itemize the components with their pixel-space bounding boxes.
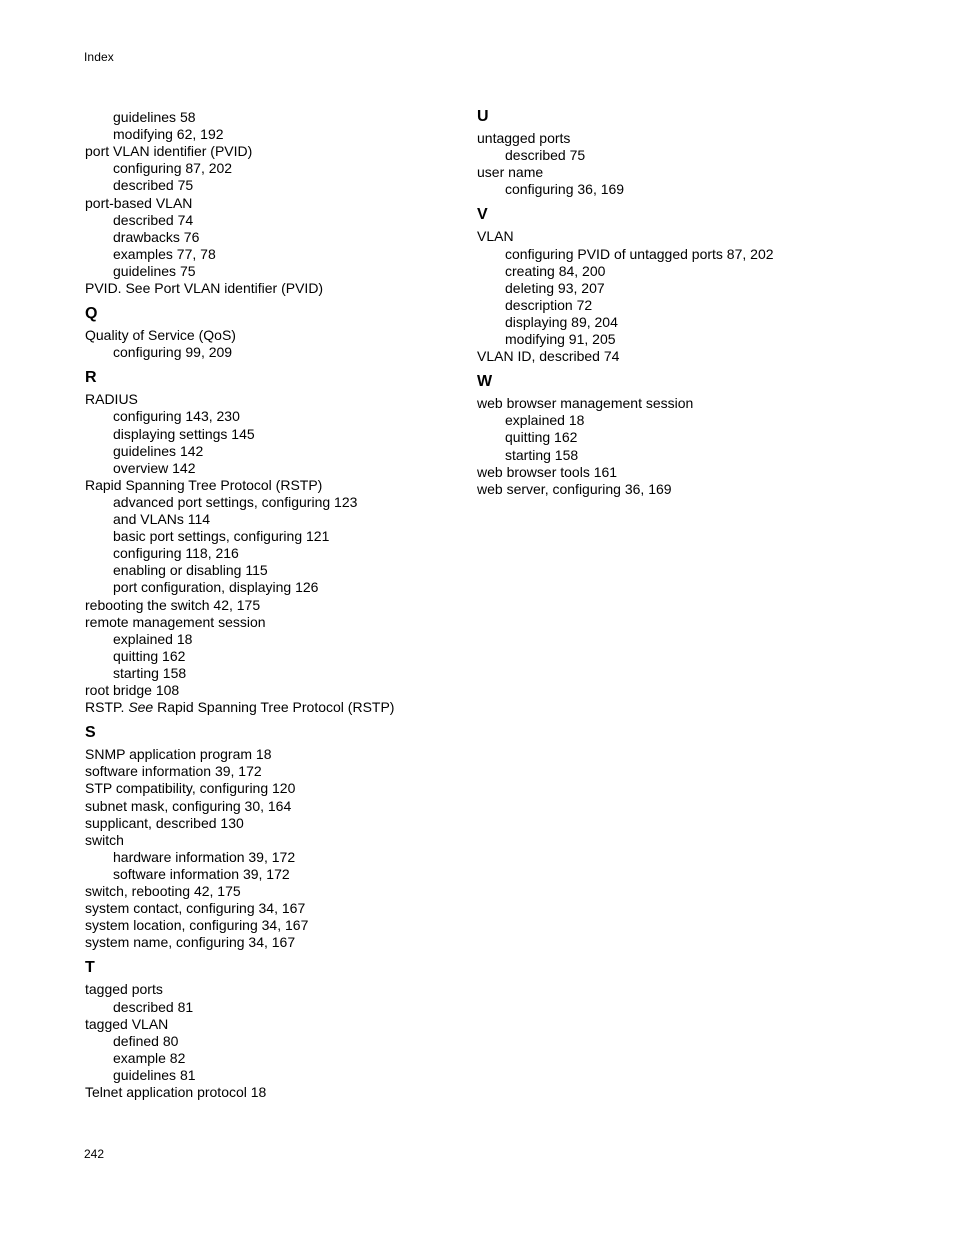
index-subentry: configuring PVID of untagged ports 87, 202 bbox=[505, 245, 774, 262]
index-subentry: quitting 162 bbox=[113, 647, 186, 664]
index-entry: port VLAN identifier (PVID) bbox=[85, 143, 253, 160]
index-entry: web browser tools 161 bbox=[477, 463, 618, 480]
index-entry: software information 39, 172 bbox=[85, 763, 262, 780]
index-entry: system name, configuring 34, 167 bbox=[85, 934, 296, 951]
index-entry: untagged ports bbox=[477, 130, 571, 146]
index-entry: SNMP application program 18 bbox=[85, 746, 272, 763]
index-entry: Rapid Spanning Tree Protocol (RSTP) bbox=[85, 476, 323, 493]
index-subentry: explained 18 bbox=[113, 630, 193, 647]
index-subentry: overview 142 bbox=[113, 459, 196, 476]
index-subentry: configuring 36, 169 bbox=[505, 181, 625, 198]
index-subentry: starting 158 bbox=[113, 664, 187, 681]
index-entry: switch, rebooting 42, 175 bbox=[85, 883, 241, 899]
index-subentry: described 75 bbox=[113, 177, 194, 194]
index-subentry: hardware information 39, 172 bbox=[113, 848, 296, 865]
index-letter-heading: V bbox=[477, 206, 488, 224]
index-subentry: defined 80 bbox=[113, 1032, 179, 1049]
index-entry: VLAN bbox=[477, 228, 514, 245]
index-subentry: port configuration, displaying 126 bbox=[113, 579, 319, 596]
index-subentry: and VLANs 114 bbox=[113, 511, 211, 527]
index-letter-heading: S bbox=[85, 724, 96, 742]
index-subentry: guidelines 58 bbox=[113, 109, 196, 125]
index-entry: web server, configuring 36, 169 bbox=[477, 480, 672, 497]
index-entry: user name bbox=[477, 164, 544, 181]
index-subentry: explained 18 bbox=[505, 412, 585, 429]
index-subentry: configuring 143, 230 bbox=[113, 408, 240, 425]
index-entry: remote management session bbox=[85, 613, 266, 630]
index-subentry: configuring 118, 216 bbox=[113, 545, 239, 562]
index-entry: PVID. See Port VLAN identifier (PVID) bbox=[85, 280, 324, 296]
index-entry: RADIUS bbox=[85, 391, 138, 408]
index-entry: system location, configuring 34, 167 bbox=[85, 917, 309, 934]
index-subentry: enabling or disabling 115 bbox=[113, 562, 268, 579]
index-subentry: configuring 87, 202 bbox=[113, 160, 233, 177]
index-subentry: modifying 91, 205 bbox=[505, 331, 616, 347]
index-entry-text: Rapid Spanning Tree Protocol (RSTP) bbox=[153, 699, 395, 716]
page-number: 242 bbox=[84, 1147, 105, 1161]
index-entry: web browser management session bbox=[477, 395, 694, 412]
index-subentry: displaying 89, 204 bbox=[505, 313, 618, 330]
index-letter-heading: Q bbox=[85, 305, 98, 323]
index-subentry: examples 77, 78 bbox=[113, 245, 216, 262]
index-subentry: example 82 bbox=[113, 1049, 186, 1066]
index-entry-text: RSTP. bbox=[85, 699, 129, 716]
index-entry: tagged VLAN bbox=[85, 1015, 169, 1032]
index-entry: subnet mask, configuring 30, 164 bbox=[85, 797, 292, 814]
index-entry: Quality of Service (QoS) bbox=[85, 327, 236, 344]
index-entry: rebooting the switch 42, 175 bbox=[85, 596, 261, 613]
index-entry: Telnet application protocol 18 bbox=[85, 1084, 267, 1100]
index-subentry: starting 158 bbox=[505, 446, 579, 463]
index-entry: supplicant, described 130 bbox=[85, 814, 244, 831]
running-head: Index bbox=[84, 50, 114, 64]
index-subentry: described 75 bbox=[505, 147, 586, 164]
see-reference: See bbox=[128, 699, 154, 716]
index-entry bbox=[85, 699, 394, 716]
index-subentry: advanced port settings, configuring 123 bbox=[113, 493, 358, 510]
index-subentry: configuring 99, 209 bbox=[113, 344, 233, 361]
index-subentry: described 81 bbox=[113, 998, 194, 1015]
index-subentry: quitting 162 bbox=[505, 429, 578, 446]
index-subentry: displaying settings 145 bbox=[113, 425, 255, 442]
index-entry: STP compatibility, configuring 120 bbox=[85, 780, 296, 797]
index-entry: system contact, configuring 34, 167 bbox=[85, 900, 306, 917]
index-subentry: deleting 93, 207 bbox=[505, 279, 605, 296]
index-letter-heading: W bbox=[477, 373, 493, 391]
index-subentry: modifying 62, 192 bbox=[113, 126, 224, 143]
index-subentry: software information 39, 172 bbox=[113, 865, 290, 882]
index-letter-heading: T bbox=[85, 959, 95, 977]
index-subentry: described 74 bbox=[113, 211, 194, 228]
index-entry: switch bbox=[85, 831, 124, 848]
index-entry: port-based VLAN bbox=[85, 194, 193, 211]
index-subentry: guidelines 75 bbox=[113, 262, 196, 279]
index-entry: tagged ports bbox=[85, 981, 163, 998]
index-subentry: description 72 bbox=[505, 296, 593, 313]
index-subentry: creating 84, 200 bbox=[505, 262, 606, 279]
index-subentry: basic port settings, configuring 121 bbox=[113, 528, 330, 545]
index-letter-heading: R bbox=[85, 369, 97, 387]
index-entry: root bridge 108 bbox=[85, 682, 180, 698]
index-entry: VLAN ID, described 74 bbox=[477, 348, 620, 365]
index-subentry: drawbacks 76 bbox=[113, 228, 200, 245]
index-letter-heading: U bbox=[477, 108, 489, 125]
index-subentry: guidelines 81 bbox=[113, 1066, 196, 1083]
index-subentry: guidelines 142 bbox=[113, 442, 204, 459]
